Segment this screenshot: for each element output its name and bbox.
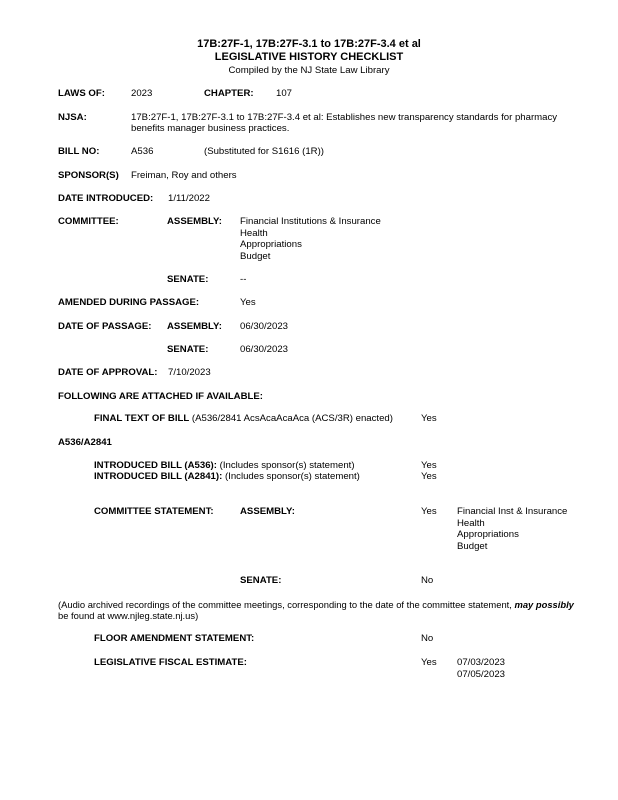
chapter-value: 107: [276, 88, 293, 99]
committee-item: Health: [240, 227, 268, 239]
committee-label: COMMITTEE:: [58, 216, 119, 227]
checklist-title: LEGISLATIVE HISTORY CHECKLIST: [214, 51, 404, 63]
fiscal-estimate-label: LEGISLATIVE FISCAL ESTIMATE:: [94, 657, 247, 668]
final-text-row: [94, 413, 393, 425]
attached-heading: FOLLOWING ARE ATTACHED IF AVAILABLE:: [58, 391, 263, 402]
passage-assembly-label: ASSEMBLY:: [167, 321, 222, 332]
amended-value: Yes: [240, 297, 256, 308]
committee-statement-item: Appropriations: [457, 529, 519, 540]
sponsors-label: SPONSOR(S): [58, 170, 119, 181]
document-title: 17B:27F-1, 17B:27F-3.1 to 17B:27F-3.4 et al: [197, 38, 421, 50]
floor-amendment-value: No: [421, 633, 434, 644]
committee-statement-senate-value: No: [421, 575, 434, 586]
fiscal-estimate-dates: [457, 657, 505, 680]
committee-senate-value: --: [240, 274, 247, 285]
floor-amendment-label: FLOOR AMENDMENT STATEMENT:: [94, 633, 255, 644]
laws-of-label: LAWS OF:: [58, 88, 105, 99]
fiscal-estimate-date: 07/05/2023: [457, 668, 506, 680]
date-introduced-value: 1/11/2022: [168, 193, 210, 204]
audio-note-line-2: be found at www.njleg.state.nj.us): [58, 610, 199, 621]
committee-senate-label: SENATE:: [167, 274, 209, 285]
audio-note-emphasis: may possibly: [514, 599, 574, 610]
introduced-bill-a2841: [94, 471, 360, 483]
bill-group-label: A536/A2841: [58, 437, 112, 448]
committee-item: Appropriations: [240, 239, 302, 250]
introduced-bill-a536-value: Yes: [421, 460, 437, 471]
committee-statement-assembly-value: Yes: [421, 506, 437, 517]
bill-no-value: A536: [131, 146, 154, 157]
committee-statement-assembly-label: ASSEMBLY:: [240, 506, 295, 517]
introduced-bill-a2841-note: (Includes sponsor(s) statement): [222, 471, 360, 482]
introduced-bill-a2841-value: Yes: [421, 471, 437, 482]
approval-label: DATE OF APPROVAL:: [58, 367, 158, 378]
compiled-by: Compiled by the NJ State Law Library: [228, 65, 390, 76]
fiscal-estimate-value: Yes: [421, 657, 437, 668]
committee-statement-list: [457, 506, 567, 552]
committee-assembly-label: ASSEMBLY:: [167, 216, 222, 227]
passage-senate-date: 06/30/2023: [240, 344, 289, 355]
committee-statement-item: Budget: [457, 540, 488, 552]
final-text-label: FINAL TEXT OF BILL: [94, 413, 190, 424]
audio-note-text: (Audio archived recordings of the committee meetings, corresponding to the date of the committee statement,: [58, 599, 515, 610]
laws-of-value: 2023: [131, 88, 153, 99]
introduced-bill-a536-note: (Includes sponsor(s) statement): [216, 460, 355, 471]
njsa-line-1: 17B:27F-1, 17B:27F-3.1 to 17B:27F-3.4 et al: Establishes new transparency standards for pharmacy: [131, 112, 558, 123]
njsa-line-2: benefits manager business practices.: [131, 123, 290, 134]
audio-note-line-1: [58, 599, 574, 611]
date-introduced-label: DATE INTRODUCED:: [58, 193, 154, 204]
approval-value: 7/10/2023: [168, 367, 211, 378]
passage-senate-label: SENATE:: [167, 344, 209, 355]
bill-no-substitution: (Substituted for S1616 (1R)): [204, 146, 324, 157]
njsa-label: NJSA:: [58, 112, 87, 123]
committee-statement-item: Health: [457, 517, 485, 529]
sponsors-value: Freiman, Roy and others: [131, 170, 237, 181]
passage-assembly-date: 06/30/2023: [240, 321, 289, 332]
fiscal-estimate-date: 07/03/2023: [457, 657, 506, 668]
bill-no-label: BILL NO:: [58, 146, 100, 157]
committee-item: Budget: [240, 250, 271, 262]
final-text-note: (A536/2841 AcsAcaAcaAca (ACS/3R) enacted): [189, 413, 393, 424]
committee-item: Financial Institutions & Insurance: [240, 216, 381, 227]
committee-statement-senate-label: SENATE:: [240, 575, 282, 586]
chapter-label: CHAPTER:: [204, 88, 254, 99]
amended-label: AMENDED DURING PASSAGE:: [58, 297, 200, 308]
introduced-bill-a536-label: INTRODUCED BILL (A536):: [94, 460, 217, 471]
passage-label: DATE OF PASSAGE:: [58, 321, 152, 332]
introduced-bill-a2841-label: INTRODUCED BILL (A2841):: [94, 471, 223, 482]
introduced-bill-a536: [94, 460, 355, 472]
final-text-value: Yes: [421, 413, 437, 424]
committee-assembly-list: [240, 216, 381, 262]
committee-statement-label: COMMITTEE STATEMENT:: [94, 506, 214, 517]
committee-statement-item: Financial Inst & Insurance: [457, 506, 568, 517]
